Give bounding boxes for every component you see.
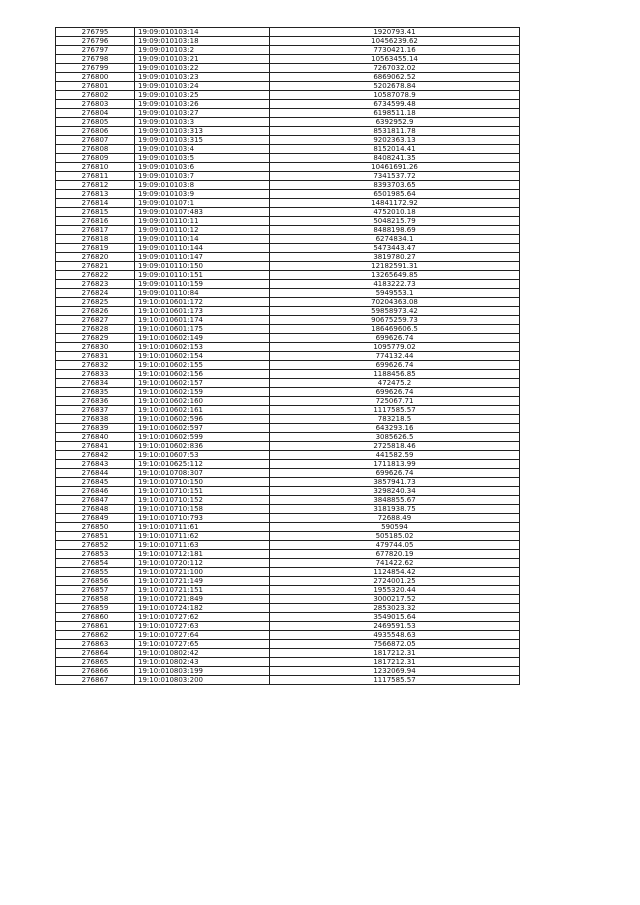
cadastral-number-cell: 19:10:010711:61: [135, 523, 270, 532]
row-number-cell: 276860: [56, 613, 135, 622]
value-cell: 7730421.16: [270, 46, 520, 55]
cadastral-number-cell: 19:09:010103:3: [135, 118, 270, 127]
value-cell: 186469606.5: [270, 325, 520, 334]
row-number-cell: 276832: [56, 361, 135, 370]
row-number-cell: 276858: [56, 595, 135, 604]
value-cell: 13265649.85: [270, 271, 520, 280]
cadastral-number-cell: 19:09:010110:147: [135, 253, 270, 262]
value-cell: 5048215.79: [270, 217, 520, 226]
row-number-cell: 276839: [56, 424, 135, 433]
cadastral-number-cell: 19:09:010103:25: [135, 91, 270, 100]
table-row: [56, 316, 520, 325]
row-number-cell: 276808: [56, 145, 135, 154]
value-cell: 699626.74: [270, 469, 520, 478]
cadastral-number-cell: 19:09:010103:315: [135, 136, 270, 145]
row-number-cell: 276842: [56, 451, 135, 460]
table-row: [56, 541, 520, 550]
table-row: [56, 550, 520, 559]
cadastral-number-cell: 19:09:010110:14: [135, 235, 270, 244]
cadastral-number-cell: 19:09:010103:5: [135, 154, 270, 163]
table-row: [56, 433, 520, 442]
value-cell: 70204363.08: [270, 298, 520, 307]
cadastral-number-cell: 19:10:010727:65: [135, 640, 270, 649]
cadastral-number-cell: 19:10:010721:151: [135, 586, 270, 595]
value-cell: 4935548.63: [270, 631, 520, 640]
cadastral-number-cell: 19:10:010602:159: [135, 388, 270, 397]
cadastral-number-cell: 19:09:010103:26: [135, 100, 270, 109]
value-cell: 8393703.65: [270, 181, 520, 190]
row-number-cell: 276817: [56, 226, 135, 235]
row-number-cell: 276849: [56, 514, 135, 523]
table-row: [56, 109, 520, 118]
row-number-cell: 276801: [56, 82, 135, 91]
cadastral-number-cell: 19:09:010103:22: [135, 64, 270, 73]
table-row: [56, 163, 520, 172]
table-row: [56, 118, 520, 127]
table-row: [56, 91, 520, 100]
cadastral-number-cell: 19:09:010103:21: [135, 55, 270, 64]
row-number-cell: 276859: [56, 604, 135, 613]
row-number-cell: 276818: [56, 235, 135, 244]
value-cell: 14841172.92: [270, 199, 520, 208]
cadastral-number-cell: 19:09:010110:84: [135, 289, 270, 298]
cadastral-number-cell: 19:09:010103:24: [135, 82, 270, 91]
cadastral-number-cell: 19:10:010721:149: [135, 577, 270, 586]
cadastral-number-cell: 19:10:010602:160: [135, 397, 270, 406]
table-row: [56, 82, 520, 91]
value-cell: 59858973.42: [270, 307, 520, 316]
table-row: [56, 217, 520, 226]
table-row: [56, 244, 520, 253]
value-cell: 699626.74: [270, 388, 520, 397]
value-cell: 2725818.46: [270, 442, 520, 451]
cadastral-number-cell: 19:10:010727:62: [135, 613, 270, 622]
table-row: [56, 370, 520, 379]
table-row: [56, 469, 520, 478]
row-number-cell: 276862: [56, 631, 135, 640]
row-number-cell: 276814: [56, 199, 135, 208]
table-row: [56, 424, 520, 433]
value-cell: 3000217.52: [270, 595, 520, 604]
cadastral-number-cell: 19:09:010103:7: [135, 172, 270, 181]
value-cell: 7341537.72: [270, 172, 520, 181]
table-row: [56, 307, 520, 316]
row-number-cell: 276810: [56, 163, 135, 172]
cadastral-number-cell: 19:09:010110:11: [135, 217, 270, 226]
row-number-cell: 276845: [56, 478, 135, 487]
value-cell: 472475.2: [270, 379, 520, 388]
row-number-cell: 276820: [56, 253, 135, 262]
table-row: [56, 397, 520, 406]
row-number-cell: 276816: [56, 217, 135, 226]
row-number-cell: 276812: [56, 181, 135, 190]
row-number-cell: 276835: [56, 388, 135, 397]
table-row: [56, 532, 520, 541]
table-row: [56, 559, 520, 568]
value-cell: 505185.02: [270, 532, 520, 541]
value-cell: 5202678.84: [270, 82, 520, 91]
cadastral-number-cell: 19:10:010802:43: [135, 658, 270, 667]
row-number-cell: 276831: [56, 352, 135, 361]
row-number-cell: 276824: [56, 289, 135, 298]
table-row: [56, 514, 520, 523]
row-number-cell: 276819: [56, 244, 135, 253]
cadastral-number-cell: 19:09:010110:150: [135, 262, 270, 271]
value-cell: 783218.5: [270, 415, 520, 424]
table-row: [56, 604, 520, 613]
value-cell: 741422.62: [270, 559, 520, 568]
value-cell: 6501985.64: [270, 190, 520, 199]
table-row: [56, 649, 520, 658]
value-cell: 441582.59: [270, 451, 520, 460]
table-row: [56, 379, 520, 388]
cadastral-number-cell: 19:09:010110:151: [135, 271, 270, 280]
row-number-cell: 276867: [56, 676, 135, 685]
table-row: [56, 136, 520, 145]
table-row: [56, 667, 520, 676]
value-cell: 6734599.48: [270, 100, 520, 109]
cadastral-number-cell: 19:10:010727:64: [135, 631, 270, 640]
value-cell: 9202363.13: [270, 136, 520, 145]
value-cell: 479744.05: [270, 541, 520, 550]
value-cell: 1817212.31: [270, 658, 520, 667]
value-cell: 1117585.57: [270, 676, 520, 685]
table-row: [56, 343, 520, 352]
table-row: [56, 595, 520, 604]
table-row: [56, 640, 520, 649]
row-number-cell: 276855: [56, 568, 135, 577]
value-cell: 774132.44: [270, 352, 520, 361]
table-row: [56, 361, 520, 370]
cadastral-number-cell: 19:10:010602:836: [135, 442, 270, 451]
table-row: [56, 478, 520, 487]
cadastral-number-cell: 19:10:010727:63: [135, 622, 270, 631]
row-number-cell: 276841: [56, 442, 135, 451]
table-row: [56, 334, 520, 343]
value-cell: 4752010.18: [270, 208, 520, 217]
value-cell: 8531811.78: [270, 127, 520, 136]
table-row: [56, 226, 520, 235]
table-row: [56, 127, 520, 136]
table-row: [56, 451, 520, 460]
value-cell: 5473443.47: [270, 244, 520, 253]
cadastral-number-cell: 19:09:010103:23: [135, 73, 270, 82]
value-cell: 1188456.85: [270, 370, 520, 379]
cadastral-number-cell: 19:10:010712:181: [135, 550, 270, 559]
table-row: [56, 64, 520, 73]
value-cell: 3857941.73: [270, 478, 520, 487]
row-number-cell: 276830: [56, 343, 135, 352]
value-cell: 7566872.05: [270, 640, 520, 649]
value-cell: 699626.74: [270, 361, 520, 370]
row-number-cell: 276836: [56, 397, 135, 406]
table-row: [56, 460, 520, 469]
cadastral-number-cell: 19:10:010710:150: [135, 478, 270, 487]
row-number-cell: 276800: [56, 73, 135, 82]
row-number-cell: 276802: [56, 91, 135, 100]
cadastral-number-cell: 19:10:010602:153: [135, 343, 270, 352]
table-row: [56, 568, 520, 577]
data-table: [55, 27, 520, 685]
value-cell: 1955320.44: [270, 586, 520, 595]
cadastral-number-cell: 19:10:010602:154: [135, 352, 270, 361]
row-number-cell: 276853: [56, 550, 135, 559]
cadastral-number-cell: 19:10:010602:599: [135, 433, 270, 442]
row-number-cell: 276856: [56, 577, 135, 586]
table-row: [56, 298, 520, 307]
value-cell: 6198511.18: [270, 109, 520, 118]
table-row: [56, 442, 520, 451]
table-row: [56, 631, 520, 640]
row-number-cell: 276799: [56, 64, 135, 73]
value-cell: 6869062.52: [270, 73, 520, 82]
value-cell: 4183222.73: [270, 280, 520, 289]
table-row: [56, 235, 520, 244]
cadastral-number-cell: 19:10:010802:42: [135, 649, 270, 658]
cadastral-number-cell: 19:09:010103:313: [135, 127, 270, 136]
cadastral-number-cell: 19:10:010602:156: [135, 370, 270, 379]
table-row: [56, 280, 520, 289]
value-cell: 7267032.02: [270, 64, 520, 73]
value-cell: 677820.19: [270, 550, 520, 559]
table-row: [56, 271, 520, 280]
row-number-cell: 276795: [56, 28, 135, 37]
table-row: [56, 613, 520, 622]
table-row: [56, 46, 520, 55]
value-cell: 725067.71: [270, 397, 520, 406]
table-row: [56, 181, 520, 190]
row-number-cell: 276815: [56, 208, 135, 217]
cadastral-number-cell: 19:10:010602:157: [135, 379, 270, 388]
table-row: [56, 262, 520, 271]
row-number-cell: 276809: [56, 154, 135, 163]
value-cell: 12182591.31: [270, 262, 520, 271]
value-cell: 590594: [270, 523, 520, 532]
value-cell: 1920793.41: [270, 28, 520, 37]
value-cell: 10456239.62: [270, 37, 520, 46]
table-row: [56, 253, 520, 262]
value-cell: 8408241.35: [270, 154, 520, 163]
table-row: [56, 199, 520, 208]
value-cell: 3848855.67: [270, 496, 520, 505]
table-row: [56, 55, 520, 64]
table-row: [56, 154, 520, 163]
value-cell: 3819780.27: [270, 253, 520, 262]
row-number-cell: 276865: [56, 658, 135, 667]
row-number-cell: 276833: [56, 370, 135, 379]
row-number-cell: 276804: [56, 109, 135, 118]
table-row: [56, 487, 520, 496]
row-number-cell: 276857: [56, 586, 135, 595]
row-number-cell: 276861: [56, 622, 135, 631]
value-cell: 3181938.75: [270, 505, 520, 514]
table-row: [56, 406, 520, 415]
row-number-cell: 276826: [56, 307, 135, 316]
value-cell: 699626.74: [270, 334, 520, 343]
value-cell: 90675259.73: [270, 316, 520, 325]
cadastral-number-cell: 19:10:010803:200: [135, 676, 270, 685]
cadastral-number-cell: 19:10:010720:112: [135, 559, 270, 568]
row-number-cell: 276807: [56, 136, 135, 145]
value-cell: 1117585.57: [270, 406, 520, 415]
value-cell: 10587078.9: [270, 91, 520, 100]
value-cell: 1817212.31: [270, 649, 520, 658]
value-cell: 8152014.41: [270, 145, 520, 154]
cadastral-number-cell: 19:10:010601:174: [135, 316, 270, 325]
value-cell: 1232069.94: [270, 667, 520, 676]
row-number-cell: 276840: [56, 433, 135, 442]
value-cell: 3298240.34: [270, 487, 520, 496]
row-number-cell: 276851: [56, 532, 135, 541]
value-cell: 10461691.26: [270, 163, 520, 172]
table-row: [56, 622, 520, 631]
value-cell: 8488198.69: [270, 226, 520, 235]
cadastral-number-cell: 19:10:010710:151: [135, 487, 270, 496]
table-row: [56, 496, 520, 505]
cadastral-number-cell: 19:09:010103:6: [135, 163, 270, 172]
cadastral-number-cell: 19:10:010601:172: [135, 298, 270, 307]
table-row: [56, 325, 520, 334]
row-number-cell: 276837: [56, 406, 135, 415]
cadastral-number-cell: 19:09:010110:144: [135, 244, 270, 253]
value-cell: 3085626.5: [270, 433, 520, 442]
table-row: [56, 676, 520, 685]
row-number-cell: 276834: [56, 379, 135, 388]
cadastral-number-cell: 19:10:010721:100: [135, 568, 270, 577]
row-number-cell: 276864: [56, 649, 135, 658]
cadastral-number-cell: 19:10:010602:597: [135, 424, 270, 433]
row-number-cell: 276866: [56, 667, 135, 676]
table-row: [56, 586, 520, 595]
table-row: [56, 505, 520, 514]
row-number-cell: 276854: [56, 559, 135, 568]
value-cell: 2469591.53: [270, 622, 520, 631]
cadastral-number-cell: 19:10:010601:173: [135, 307, 270, 316]
cadastral-number-cell: 19:10:010721:849: [135, 595, 270, 604]
cadastral-number-cell: 19:10:010711:62: [135, 532, 270, 541]
table-row: [56, 208, 520, 217]
cadastral-number-cell: 19:09:010103:27: [135, 109, 270, 118]
cadastral-number-cell: 19:09:010107:483: [135, 208, 270, 217]
row-number-cell: 276797: [56, 46, 135, 55]
row-number-cell: 276798: [56, 55, 135, 64]
row-number-cell: 276828: [56, 325, 135, 334]
cadastral-number-cell: 19:10:010710:793: [135, 514, 270, 523]
row-number-cell: 276803: [56, 100, 135, 109]
cadastral-number-cell: 19:10:010708:307: [135, 469, 270, 478]
cadastral-number-cell: 19:09:010110:12: [135, 226, 270, 235]
cadastral-number-cell: 19:10:010607:53: [135, 451, 270, 460]
cadastral-number-cell: 19:09:010107:1: [135, 199, 270, 208]
value-cell: 6274834.1: [270, 235, 520, 244]
cadastral-number-cell: 19:10:010601:175: [135, 325, 270, 334]
row-number-cell: 276843: [56, 460, 135, 469]
row-number-cell: 276850: [56, 523, 135, 532]
table-row: [56, 100, 520, 109]
cadastral-number-cell: 19:09:010110:159: [135, 280, 270, 289]
table-row: [56, 28, 520, 37]
row-number-cell: 276827: [56, 316, 135, 325]
cadastral-number-cell: 19:10:010711:63: [135, 541, 270, 550]
value-cell: 643293.16: [270, 424, 520, 433]
value-cell: 1095779.02: [270, 343, 520, 352]
cadastral-number-cell: 19:10:010803:199: [135, 667, 270, 676]
cadastral-number-cell: 19:10:010710:152: [135, 496, 270, 505]
row-number-cell: 276822: [56, 271, 135, 280]
cadastral-number-cell: 19:10:010602:155: [135, 361, 270, 370]
row-number-cell: 276848: [56, 505, 135, 514]
cadastral-number-cell: 19:10:010710:158: [135, 505, 270, 514]
cadastral-number-cell: 19:09:010103:18: [135, 37, 270, 46]
value-cell: 1711813.99: [270, 460, 520, 469]
table-row: [56, 352, 520, 361]
table-row: [56, 145, 520, 154]
cadastral-number-cell: 19:10:010602:161: [135, 406, 270, 415]
value-cell: 2853023.32: [270, 604, 520, 613]
cadastral-number-cell: 19:09:010103:9: [135, 190, 270, 199]
row-number-cell: 276863: [56, 640, 135, 649]
row-number-cell: 276847: [56, 496, 135, 505]
value-cell: 3549015.64: [270, 613, 520, 622]
cadastral-number-cell: 19:09:010103:8: [135, 181, 270, 190]
cadastral-number-cell: 19:09:010103:14: [135, 28, 270, 37]
row-number-cell: 276805: [56, 118, 135, 127]
table-row: [56, 415, 520, 424]
row-number-cell: 276846: [56, 487, 135, 496]
cadastral-number-cell: 19:10:010602:149: [135, 334, 270, 343]
row-number-cell: 276829: [56, 334, 135, 343]
cadastral-number-cell: 19:09:010103:4: [135, 145, 270, 154]
cadastral-number-cell: 19:10:010602:596: [135, 415, 270, 424]
row-number-cell: 276838: [56, 415, 135, 424]
table-row: [56, 172, 520, 181]
row-number-cell: 276844: [56, 469, 135, 478]
cadastral-number-cell: 19:10:010625:112: [135, 460, 270, 469]
table-row: [56, 658, 520, 667]
row-number-cell: 276796: [56, 37, 135, 46]
value-cell: 6392952.9: [270, 118, 520, 127]
table-row: [56, 289, 520, 298]
table-row: [56, 73, 520, 82]
value-cell: 10563455.14: [270, 55, 520, 64]
row-number-cell: 276813: [56, 190, 135, 199]
cadastral-number-cell: 19:09:010103:2: [135, 46, 270, 55]
row-number-cell: 276806: [56, 127, 135, 136]
value-cell: 2724001.25: [270, 577, 520, 586]
table-row: [56, 523, 520, 532]
row-number-cell: 276811: [56, 172, 135, 181]
table-row: [56, 577, 520, 586]
value-cell: 5949553.1: [270, 289, 520, 298]
value-cell: 72688.49: [270, 514, 520, 523]
table-body: [56, 28, 520, 685]
cadastral-number-cell: 19:10:010724:182: [135, 604, 270, 613]
row-number-cell: 276821: [56, 262, 135, 271]
table-row: [56, 190, 520, 199]
value-cell: 1124854.42: [270, 568, 520, 577]
row-number-cell: 276825: [56, 298, 135, 307]
table-row: [56, 388, 520, 397]
row-number-cell: 276852: [56, 541, 135, 550]
row-number-cell: 276823: [56, 280, 135, 289]
table-row: [56, 37, 520, 46]
